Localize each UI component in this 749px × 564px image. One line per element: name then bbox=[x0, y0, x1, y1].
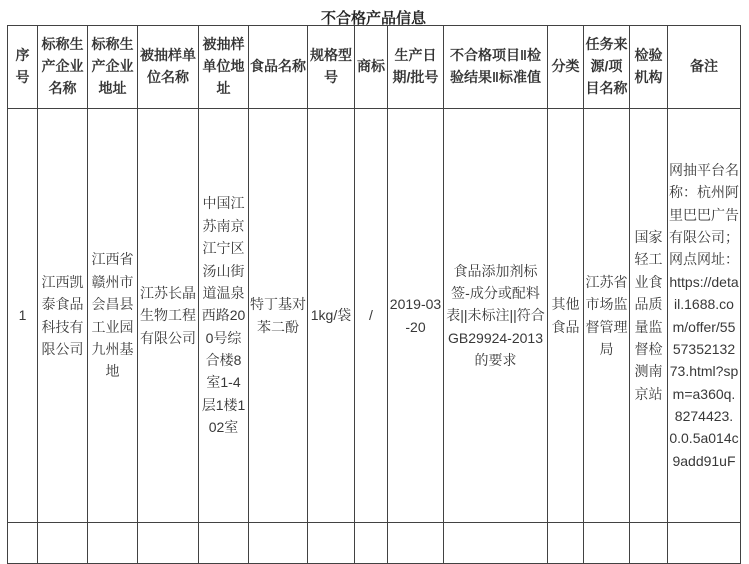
table-row bbox=[8, 109, 741, 523]
cell-sampled-unit-address: 中国江苏南京江宁区汤山街道温泉西路200号综合楼8室1-4层1楼102室 bbox=[199, 109, 249, 523]
column-header-sampled-unit-address: 被抽样单位地址 bbox=[199, 26, 249, 109]
column-header-category: 分类 bbox=[548, 26, 584, 109]
column-header-failed-item: 不合格项目‖检验结果‖标准值 bbox=[444, 26, 548, 109]
column-header-producer-name: 标称生产企业名称 bbox=[38, 26, 88, 109]
cell-producer-name: 江西凯泰食品科技有限公司 bbox=[38, 109, 88, 523]
column-header-production-date: 生产日期/批号 bbox=[388, 26, 444, 109]
cell-category: 其他食品 bbox=[548, 109, 584, 523]
table-header-row bbox=[8, 26, 741, 109]
cell-food-name: 特丁基对苯二酚 bbox=[249, 109, 308, 523]
cell-producer-address: 江西省赣州市会昌县工业园九州基地 bbox=[88, 109, 138, 523]
column-header-task-source: 任务来源/项目名称 bbox=[584, 26, 630, 109]
cell-inspection-agency: 国家轻工业食品质量监督检测南京站 bbox=[630, 109, 668, 523]
cell-spec-model: 1kg/袋 bbox=[308, 109, 355, 523]
cell-trademark: / bbox=[355, 109, 388, 523]
cell-remarks: 网抽平台名称：杭州阿里巴巴广告有限公司；网点网址：https://detail.1688.com/offer/555735213273.html?spm=a360q.8274423.0.0.5a014c9add91uF bbox=[668, 109, 741, 523]
page-title: 不合格产品信息 bbox=[320, 10, 426, 27]
column-header-index: 序号 bbox=[8, 26, 38, 109]
column-header-inspection-agency: 检验机构 bbox=[630, 26, 668, 109]
cell-task-source: 江苏省市场监督管理局 bbox=[584, 109, 630, 523]
column-header-food-name: 食品名称 bbox=[249, 26, 308, 109]
cell-production-date: 2019-03-20 bbox=[388, 109, 444, 523]
unqualified-products-table bbox=[7, 25, 741, 564]
cell-failed-item: 食品添加剂标签-成分或配料表||未标注||符合GB29924-2013的要求 bbox=[444, 109, 548, 523]
column-header-trademark: 商标 bbox=[355, 26, 388, 109]
column-header-sampled-unit-name: 被抽样单位名称 bbox=[138, 26, 199, 109]
column-header-spec-model: 规格型号 bbox=[308, 26, 355, 109]
column-header-remarks: 备注 bbox=[668, 26, 741, 109]
table-row-partial bbox=[8, 523, 741, 564]
cell-sampled-unit-name: 江苏长晶生物工程有限公司 bbox=[138, 109, 199, 523]
cell-index: 1 bbox=[8, 109, 38, 523]
column-header-producer-address: 标称生产企业地址 bbox=[88, 26, 138, 109]
